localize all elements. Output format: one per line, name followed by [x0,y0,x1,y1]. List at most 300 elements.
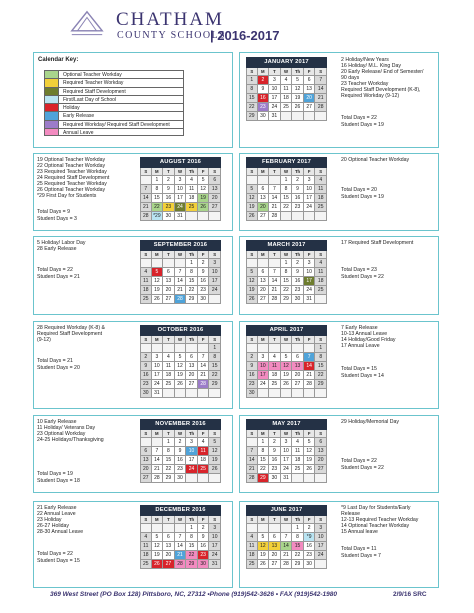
day-cell: 4 [140,268,152,277]
empty-day-cell [292,112,304,121]
note-line: 29 Holiday/Memorial Day [341,419,399,425]
day-of-week-header: S [246,168,258,176]
month-grid [140,251,221,304]
empty-day-cell [152,259,164,268]
day-cell: 8 [315,353,327,362]
day-cell: 8 [163,447,175,456]
day-of-week-header: S [315,168,327,176]
month-calendar-jun [246,505,327,569]
day-cell: 7 [269,185,281,194]
day-cell: 29 [315,380,327,389]
day-of-week-header: Th [292,336,304,344]
day-cell: 29 [186,560,198,569]
note-line: (9-12) [37,337,51,343]
month-notes-aug [37,157,109,199]
empty-day-cell [258,344,270,353]
day-cell: 2 [198,259,210,268]
month-notes-jan [341,57,423,99]
empty-day-cell [175,259,187,268]
day-cell: 9 [198,268,210,277]
month-panel-sep [33,236,233,315]
total-line: Student Days = 22 [341,273,384,280]
day-of-week-header: F [304,430,316,438]
day-cell: 14 [140,194,152,203]
empty-day-cell [304,344,316,353]
day-cell: 12 [209,447,221,456]
day-cell: 31 [269,112,281,121]
day-cell: 19 [209,456,221,465]
day-cell: 2 [175,438,187,447]
day-cell: 19 [258,551,270,560]
day-cell: 1 [209,344,221,353]
day-cell: 12 [246,277,258,286]
day-cell: 15 [186,277,198,286]
day-cell: 16 [140,371,152,380]
day-cell: 30 [175,474,187,483]
day-cell: 31 [152,389,164,398]
day-cell: 1 [292,524,304,533]
day-cell: 24 [152,380,164,389]
day-cell: 13 [304,85,316,94]
day-cell: 27 [140,474,152,483]
day-cell: 15 [246,94,258,103]
day-of-week-header: S [315,251,327,259]
day-cell: 16 [292,277,304,286]
day-cell: 20 [269,551,281,560]
total-line: Student Days = 19 [341,193,384,200]
month-panel-feb [239,153,439,231]
key-swatch [45,71,59,78]
empty-day-cell [281,212,293,221]
day-cell: 4 [269,353,281,362]
day-cell: 6 [163,533,175,542]
day-of-week-header: F [304,336,316,344]
day-cell: 23 [292,203,304,212]
day-cell: 28 [140,212,152,221]
day-cell: 23 [304,551,316,560]
empty-day-cell [209,295,221,304]
day-cell: 27 [186,380,198,389]
day-cell: 16 [175,456,187,465]
day-cell: 29 [163,474,175,483]
day-cell: 12 [152,277,164,286]
month-title: MARCH 2017 [246,240,327,251]
empty-day-cell [315,295,327,304]
day-of-week-header: F [198,336,210,344]
day-cell: 8 [246,85,258,94]
day-cell: 9 [140,362,152,371]
day-of-week-header: T [163,251,175,259]
day-of-week-header: Th [292,430,304,438]
day-cell: 9 [292,185,304,194]
day-cell: 22 [315,371,327,380]
note-line: 90 days [341,75,360,81]
day-cell: 4 [140,533,152,542]
day-of-week-header: F [198,430,210,438]
day-cell: 1 [281,259,293,268]
note-line: 28 Early Release [37,246,77,252]
day-cell: 13 [140,456,152,465]
day-of-week-header: T [269,516,281,524]
day-cell: 14 [246,456,258,465]
day-cell: 13 [209,185,221,194]
note-line: 7 Early Release [341,325,378,331]
day-cell: 21 [269,203,281,212]
month-panel-jan [239,52,439,148]
month-title: FEBRUARY 2017 [246,157,327,168]
day-of-week-header: W [175,336,187,344]
day-cell: 13 [269,542,281,551]
month-title: JUNE 2017 [246,505,327,516]
day-cell: 16 [198,277,210,286]
month-calendar-dec [140,505,221,569]
day-cell: 16 [163,194,175,203]
day-cell: 19 [175,371,187,380]
month-grid [140,430,221,483]
day-cell: 27 [209,203,221,212]
day-cell: 23 [175,465,187,474]
day-cell: 14 [315,85,327,94]
day-cell: 8 [258,447,270,456]
total-line: Student Days = 19 [341,121,384,128]
day-of-week-header: T [163,336,175,344]
empty-day-cell [186,212,198,221]
day-cell: 19 [198,194,210,203]
day-cell: 17 [209,277,221,286]
day-cell: 17 [209,542,221,551]
note-line: 23 Required Teacher Workday [37,169,107,175]
day-of-week-header: M [258,336,270,344]
day-cell: 7 [140,185,152,194]
day-of-week-header: S [140,516,152,524]
day-cell: 11 [315,185,327,194]
day-cell: 5 [292,76,304,85]
empty-day-cell [152,438,164,447]
day-cell: 30 [292,295,304,304]
empty-day-cell [140,259,152,268]
month-grid [140,168,221,221]
day-cell: 22 [152,203,164,212]
day-of-week-header: S [246,68,258,76]
key-label: First/Last Day of School [63,96,117,103]
day-cell: 2 [269,438,281,447]
day-cell: 10 [269,85,281,94]
day-cell: 10 [186,447,198,456]
day-cell: 20 [258,203,270,212]
day-cell: 1 [258,438,270,447]
note-line: 5 Holiday/ Labor Day [37,240,86,246]
empty-day-cell [304,212,316,221]
day-cell: 11 [292,447,304,456]
day-cell: 27 [269,560,281,569]
month-title: SEPTEMBER 2016 [140,240,221,251]
day-cell: 4 [186,176,198,185]
calendar-key-title: Calendar Key: [38,57,79,63]
empty-day-cell [281,389,293,398]
month-panel-may [239,415,439,493]
day-of-week-header: F [198,168,210,176]
day-cell: 25 [315,286,327,295]
day-cell: 4 [246,533,258,542]
day-cell: 24 [315,551,327,560]
day-cell: 12 [152,542,164,551]
day-of-week-header: M [152,430,164,438]
day-cell: 7 [175,533,187,542]
day-cell: 21 [175,286,187,295]
day-cell: 20 [304,94,316,103]
empty-day-cell [209,212,221,221]
note-line: 2 Holiday/New Years [341,57,389,63]
day-cell: 13 [292,362,304,371]
school-year: | 2016-2017 [210,28,280,43]
day-cell: 25 [246,560,258,569]
empty-day-cell [292,344,304,353]
day-cell: 20 [163,286,175,295]
day-of-week-header: S [315,68,327,76]
month-panel-dec [33,501,233,588]
calendar-key-list [44,70,184,136]
key-row-holiday [44,103,184,111]
day-cell: 6 [258,268,270,277]
day-cell: 26 [281,380,293,389]
day-of-week-header: M [152,516,164,524]
day-of-week-header: W [281,251,293,259]
month-totals-oct [37,358,80,371]
total-line: Student Days = 3 [37,215,77,222]
day-cell: 28 [152,474,164,483]
day-cell: 19 [246,203,258,212]
day-cell: 18 [292,456,304,465]
day-cell: 19 [152,551,164,560]
day-cell: 29 [186,295,198,304]
day-cell: 16 [258,94,270,103]
note-line: Required Staff Development (K-8), [341,87,421,93]
empty-day-cell [258,524,270,533]
month-notes-may [341,419,399,425]
empty-day-cell [186,389,198,398]
day-cell: 18 [140,551,152,560]
day-cell: 26 [152,295,164,304]
day-cell: 25 [315,203,327,212]
month-calendar-oct [140,325,221,398]
day-cell: 22 [209,371,221,380]
day-cell: 3 [175,176,187,185]
day-of-week-header: W [281,68,293,76]
day-of-week-header: Th [292,516,304,524]
day-cell: 18 [269,371,281,380]
day-cell: 1 [186,259,198,268]
day-cell: 2 [246,353,258,362]
day-cell: 26 [209,465,221,474]
day-cell: 21 [315,94,327,103]
day-cell: 28 [198,380,210,389]
day-of-week-header: W [175,516,187,524]
day-cell: 21 [304,371,316,380]
day-cell: 11 [315,268,327,277]
day-of-week-header: S [140,168,152,176]
day-cell: 5 [198,176,210,185]
day-cell: 20 [258,286,270,295]
day-cell: 7 [315,76,327,85]
day-cell: 3 [209,524,221,533]
empty-day-cell [258,176,270,185]
day-cell: 14 [304,362,316,371]
brand-subtitle: COUNTY SCHOOLS [117,30,226,41]
day-cell: 27 [258,295,270,304]
note-line: *9 Last Day for Students/Early [341,505,411,511]
month-notes-oct [37,325,105,343]
day-cell: 15 [315,362,327,371]
day-cell: 11 [269,362,281,371]
empty-day-cell [315,389,327,398]
day-cell: 14 [281,542,293,551]
day-cell: 2 [258,76,270,85]
day-of-week-header: S [246,516,258,524]
day-cell: 9 [246,362,258,371]
month-title: NOVEMBER 2016 [140,419,221,430]
month-grid [140,516,221,569]
note-line: Required Workday (9-12) [341,93,400,99]
day-of-week-header: T [163,430,175,438]
day-cell: 27 [163,560,175,569]
day-cell: 4 [315,176,327,185]
day-of-week-header: W [175,251,187,259]
day-cell: 16 [269,456,281,465]
day-cell: 6 [258,185,270,194]
day-cell: 1 [281,176,293,185]
day-cell: 20 [186,371,198,380]
empty-day-cell [281,344,293,353]
day-cell: 7 [152,447,164,456]
day-cell: 2 [304,524,316,533]
month-totals-nov [37,471,80,484]
day-cell: 28 [304,380,316,389]
note-line: 25 Required Teacher Workday [37,181,107,187]
day-cell: 5 [209,438,221,447]
day-cell: 10 [152,362,164,371]
day-cell: 26 [246,295,258,304]
day-cell: 30 [163,212,175,221]
day-of-week-header: F [304,516,316,524]
day-cell: 3 [269,76,281,85]
day-cell: 25 [140,295,152,304]
empty-day-cell [175,344,187,353]
footer-address: 369 West Street (PO Box 128) Pittsboro, NC, 27312 •Phone (919)542-3626 • FAX (919)542-1980 [50,591,337,598]
day-cell: 30 [246,389,258,398]
day-of-week-header: M [258,430,270,438]
empty-day-cell [246,344,258,353]
day-cell: 22 [281,203,293,212]
day-cell: 22 [163,465,175,474]
day-cell: 15 [152,194,164,203]
total-line: Total Days = 19 [37,471,73,477]
day-cell: 21 [246,465,258,474]
day-cell: 1 [315,344,327,353]
note-line: 23 Holiday [37,517,62,523]
day-cell: 26 [152,560,164,569]
day-cell: 6 [292,353,304,362]
empty-day-cell [281,524,293,533]
day-cell: 13 [186,362,198,371]
month-panel-nov [33,415,233,493]
day-of-week-header: S [140,430,152,438]
month-grid [246,251,327,304]
month-totals-jun [341,546,381,559]
day-cell: 22 [258,465,270,474]
day-cell: 24 [304,203,316,212]
key-row-optional-workday [44,70,184,78]
day-cell: 8 [186,533,198,542]
day-cell: 17 [304,194,316,203]
note-line: 20 Early Release/ End of Semester/ [341,69,424,75]
total-line: Student Days = 15 [37,557,80,564]
day-cell: 9 [292,268,304,277]
day-cell: 18 [186,194,198,203]
day-cell: *9 [304,533,316,542]
day-cell: 20 [315,456,327,465]
total-line: Student Days = 20 [37,364,80,371]
day-of-week-header: T [269,336,281,344]
empty-day-cell [304,389,316,398]
day-cell: 24 [209,551,221,560]
note-line: 22 Optional Teacher Workday [37,163,106,169]
note-line: 23 Teacher Workday [341,81,389,87]
day-cell: 4 [281,76,293,85]
month-panel-jun [239,501,439,588]
month-calendar-aug [140,157,221,221]
total-line: Total Days = 20 [341,187,377,193]
total-line: Total Days = 23 [341,267,377,273]
month-calendar-sep [140,240,221,304]
note-line: Required Staff Development [37,331,103,337]
day-of-week-header: M [258,168,270,176]
day-cell: 30 [198,560,210,569]
note-line: 14 Optional Teacher Workday [341,523,410,529]
day-cell: 28 [281,560,293,569]
day-cell: 15 [292,542,304,551]
empty-day-cell [269,389,281,398]
day-cell: 7 [198,353,210,362]
day-of-week-header: F [198,516,210,524]
day-of-week-header: S [246,430,258,438]
day-cell: 8 [281,268,293,277]
day-cell: 22 [281,286,293,295]
month-notes-mar [341,240,413,246]
day-cell: 1 [246,76,258,85]
day-of-week-header: F [304,168,316,176]
day-cell: 11 [163,362,175,371]
month-calendar-may [246,419,327,483]
day-cell: 2 [163,176,175,185]
key-label: Required Staff Development [63,88,126,95]
day-cell: 25 [292,465,304,474]
day-of-week-header: W [281,168,293,176]
empty-day-cell [140,524,152,533]
empty-day-cell [315,212,327,221]
day-of-week-header: Th [186,251,198,259]
day-cell: 21 [152,465,164,474]
day-cell: 31 [209,560,221,569]
note-line: 28-30 Annual Leave [37,529,84,535]
day-cell: 6 [315,438,327,447]
month-grid [246,516,327,569]
empty-day-cell [209,389,221,398]
empty-day-cell [209,474,221,483]
note-line: 12-13 Required Teacher Workday [341,517,419,523]
total-line: Total Days = 22 [37,267,73,273]
empty-day-cell [246,438,258,447]
day-cell: 31 [175,212,187,221]
